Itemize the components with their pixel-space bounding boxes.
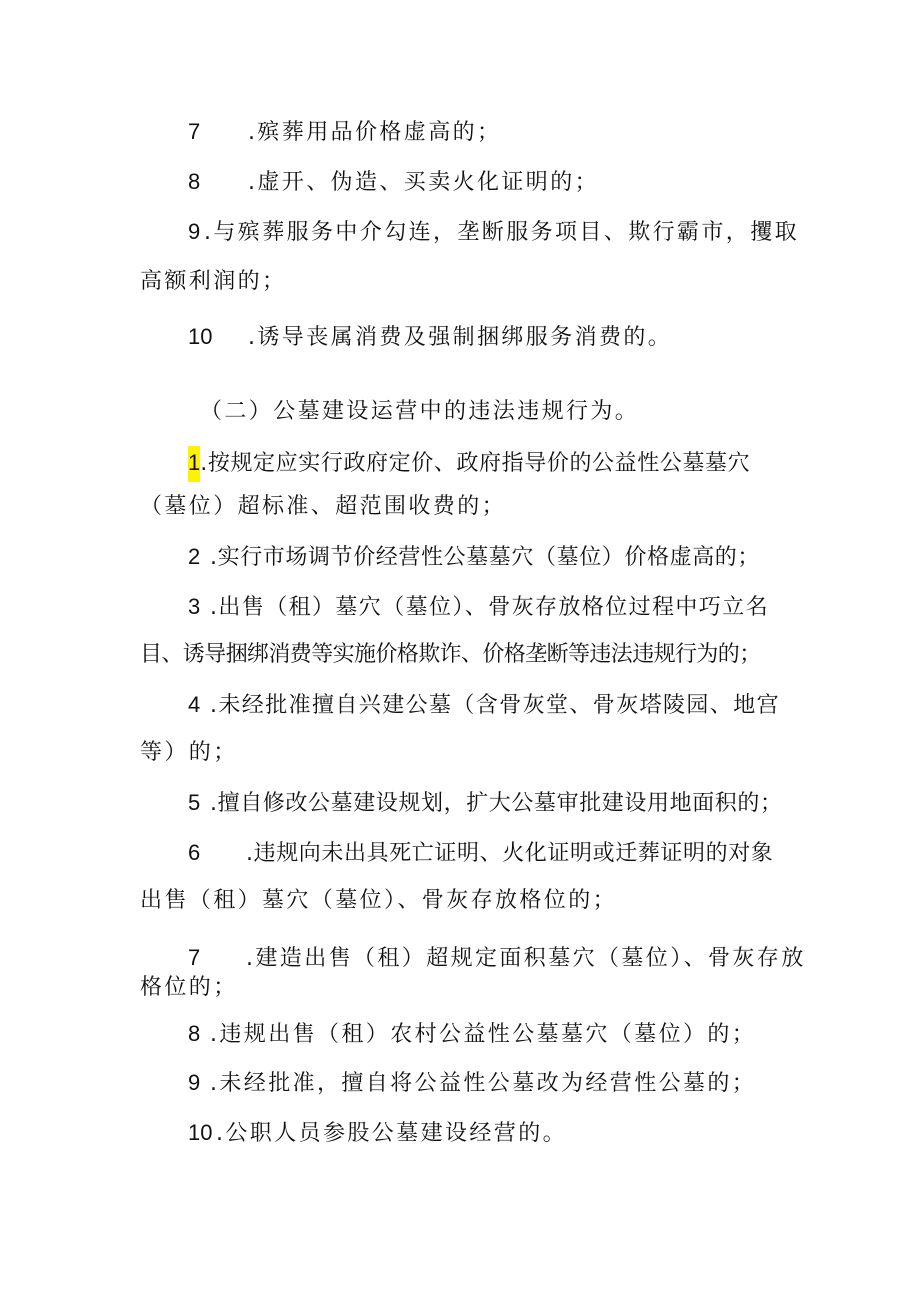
item-number-highlighted: 1 [188, 446, 200, 482]
item-text: （墓位）超标准、超范围收费的； [140, 494, 507, 519]
item-text: .违规出售（租）农村公益性公墓墓穴（墓位）的； [210, 1022, 757, 1047]
item-number: 4 [188, 692, 201, 717]
list-item [188, 592, 769, 623]
item-text: .实行市场调节价经营性公墓墓穴（墓位）价格虚高的； [210, 545, 760, 570]
item-text: .虚开、伪造、买卖火化证明的； [248, 170, 599, 195]
item-number: 10 [188, 324, 213, 349]
item-text: 高额利润的； [140, 269, 287, 294]
item-number: 5 [188, 790, 201, 815]
item-number: 6 [188, 840, 201, 865]
list-item-continuation [140, 267, 286, 297]
list-item [188, 788, 783, 819]
list-item-continuation [140, 973, 238, 1003]
list-item [188, 1068, 756, 1099]
item-text: .公职人员参股公墓建设经营的。 [216, 1121, 567, 1146]
item-text: 格位的； [140, 975, 238, 1000]
item-number: 9 [188, 219, 201, 244]
item-text: 等）的； [140, 740, 238, 765]
item-number: 2 [188, 544, 201, 569]
item-text: .按规定应实行政府定价、政府指导价的公益性公墓墓穴 [200, 451, 751, 476]
item-text: .未经批准，擅自将公益性公墓改为经营性公墓的； [210, 1071, 757, 1096]
item-text: .与殡葬服务中介勾连，垄断服务项目、欺行霸市，攫取 [204, 220, 799, 245]
list-item-continuation [140, 640, 761, 670]
item-number: 7 [188, 945, 201, 970]
list-item [188, 217, 799, 248]
item-text: .建造出售（租）超规定面积墓穴（墓位）、骨灰存放 [246, 946, 806, 971]
section-heading [200, 397, 639, 427]
item-text: .违规向未出具死亡证明、火化证明或迁葬证明的对象 [246, 841, 774, 866]
list-item [188, 838, 773, 869]
list-item [188, 690, 780, 721]
item-text: 目、诱导捆绑消费等实施价格欺诈、价格垄断等违法违规行为的； [140, 642, 761, 667]
item-text: .擅自修改公墓建设规划，扩大公墓审批建设用地面积的； [210, 791, 783, 816]
item-text: .诱导丧属消费及强制捆绑服务消费的。 [248, 325, 673, 350]
list-item [188, 1118, 567, 1149]
item-number: 8 [188, 169, 201, 194]
list-item-continuation [140, 492, 506, 522]
item-number: 9 [188, 1070, 201, 1095]
list-item [188, 167, 599, 198]
item-text: .未经批准擅自兴建公墓（含骨灰堂、骨灰塔陵园、地宫 [210, 693, 780, 718]
item-number: 10 [188, 1120, 213, 1145]
list-item-continuation [140, 886, 617, 916]
list-item [188, 1019, 756, 1050]
section-heading-text: （二）公墓建设运营中的违法违规行为。 [200, 399, 640, 424]
list-item [188, 446, 750, 482]
item-number: 3 [188, 594, 201, 619]
list-item [188, 117, 501, 148]
item-number: 7 [188, 119, 201, 144]
item-text: .出售（租）墓穴（墓位）、骨灰存放格位过程中巧立名 [210, 595, 769, 620]
list-item [188, 322, 672, 353]
item-text: .殡葬用品价格虚高的； [248, 120, 502, 145]
list-item [188, 943, 806, 974]
item-number: 8 [188, 1021, 201, 1046]
list-item-continuation [140, 738, 238, 768]
list-item [188, 542, 760, 573]
item-text: 出售（租）墓穴（墓位）、骨灰存放格位的； [140, 888, 618, 913]
